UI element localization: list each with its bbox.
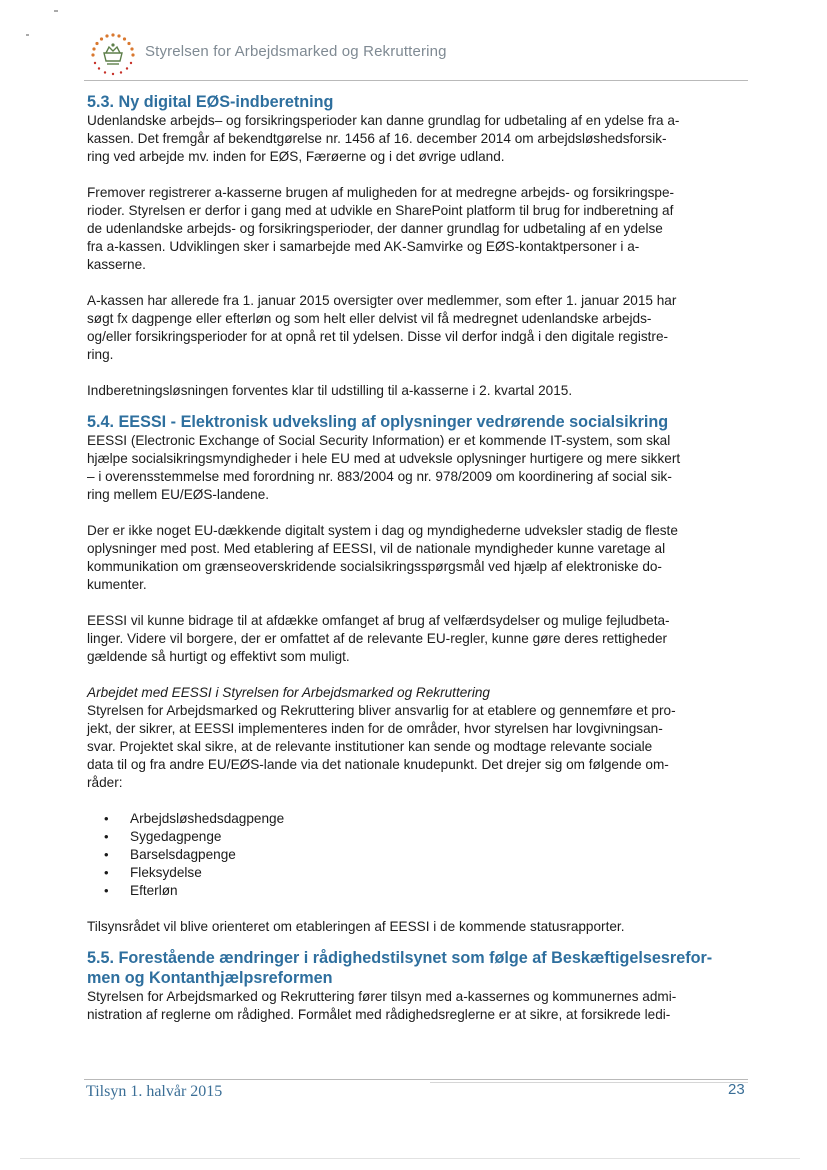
list-item: • Arbejdsløshedsdagpenge [87,810,757,828]
scan-artifact [26,34,29,36]
footer-divider [430,1082,748,1083]
document-body [87,92,757,1024]
scan-artifact [54,10,58,12]
page-number: 23 [728,1081,745,1098]
paragraph: Fremover registrerer a-kasserne brugen af muligheden for at medregne arbejds- og forsikringspe- rioder. Styrelsen er derfor i gang med at udvikle en SharePoint platform til brug for indberetning af de udenlandske arbejds- og forsikringsperioder, der danner grundlag for udbetaling af en ydelse fra a-kassen. Udviklingen sker i samarbejde med AK-Samvirke og EØS-kontaktpersoner i a- kasserne. [87,185,675,272]
paragraph: EESSI (Electronic Exchange of Social Security Information) er et kommende IT-system, som skal hjælpe socialsikringsmyndigheder i hele EU med at udveksle oplysninger hurtigere og mere sikkert – i overensstemmelse med forordning nr. 883/2004 og nr. 978/2009 om koordinering af social sik- ring mellem EU/EØS-landene. [87,433,681,502]
section-heading-5-5: 5.5. Forestående ændringer i rådighedstilsynet som følge af Beskæftigelsesrefor- men og Kontanthjælpsreformen [87,949,713,987]
list-item: • Efterløn [87,882,757,900]
paragraph: Styrelsen for Arbejdsmarked og Rekruttering fører tilsyn med a-kassernes og kommunernes admi- nistration af reglerne om rådighed. Formålet med rådighedsreglerne er at sikre, at forsikrede ledi- [87,989,677,1022]
page-header [84,22,754,78]
paragraph: Der er ikke noget EU-dækkende digitalt system i dag og myndighederne udveksler stadig de fleste oplysninger med post. Med etablering af EESSI, vil de nationale myndigheder kunne varetage al kommunikation om grænseoverskridende socialsikringsspørgsmål ved hjælp af elektroniske do- kumenter. [87,523,678,592]
paragraph: Indberetningsløsningen forventes klar til udstilling til a-kasserne i 2. kvartal 2015. [87,383,573,398]
agency-logo-icon [84,26,142,84]
section-heading-5-4: 5.4. EESSI - Elektronisk udveksling af oplysninger vedrørende socialsikring [87,413,669,431]
section-heading-5-3: 5.3. Ny digital EØS-indberetning [87,93,334,111]
paragraph: EESSI vil kunne bidrage til at afdække omfanget af brug af velfærdsydelser og mulige fejludbeta- linger. Videre vil borgere, der er omfattet af de relevante EU-regler, kunne gøre deres rettigheder gældende så hurtigt og effektivt som muligt. [87,613,670,664]
paragraph: Tilsynsrådet vil blive orienteret om etableringen af EESSI i de kommende statusrapporter. [87,919,625,934]
footer-divider [84,1079,748,1080]
scan-artifact [20,1158,800,1159]
list-item: • Barselsdagpenge [87,846,757,864]
paragraph: Udenlandske arbejds– og forsikringsperioder kan danne grundlag for udbetaling af en ydelse fra a- kassen. Det fremgår af bekendtgørelse nr. 1456 af 16. december 2014 om arbejdsløshedsforsik- ring ved arbejde mv. inden for EØS, Færøerne og i det øvrige udland. [87,113,680,164]
agency-name: Styrelsen for Arbejdsmarked og Rekruttering [145,43,447,60]
paragraph: A-kassen har allerede fra 1. januar 2015 oversigter over medlemmer, som efter 1. januar 2015 har søgt fx dagpenge eller efterløn og som helt eller delvist vil få medregnet udenlandske arbejds- og/eller forsikringsperioder for at opnå ret til ydelsen. Disse vil derfor indgå i den digitale registre- ring. [87,293,677,362]
list-item: • Sygedagpenge [87,828,757,846]
subheading: Arbejdet med EESSI i Styrelsen for Arbejdsmarked og Rekruttering [87,685,490,700]
bullet-list [87,810,757,900]
paragraph: Styrelsen for Arbejdsmarked og Rekruttering bliver ansvarlig for at etablere og gennemføre et pro- jekt, der sikrer, at EESSI implementeres inden for de områder, hvor styrelsen har lovgivningsan- svar. Projektet skal sikre, at de relevante institutioner kan sende og modtage relevante sociale data til og fra andre EU/EØS-lande via det nationale knudepunkt. Det drejer sig om følgende om- råder: [87,703,676,790]
header-divider [84,80,748,81]
list-item: • Fleksydelse [87,864,757,882]
footer-title: Tilsyn 1. halvår 2015 [86,1083,223,1100]
